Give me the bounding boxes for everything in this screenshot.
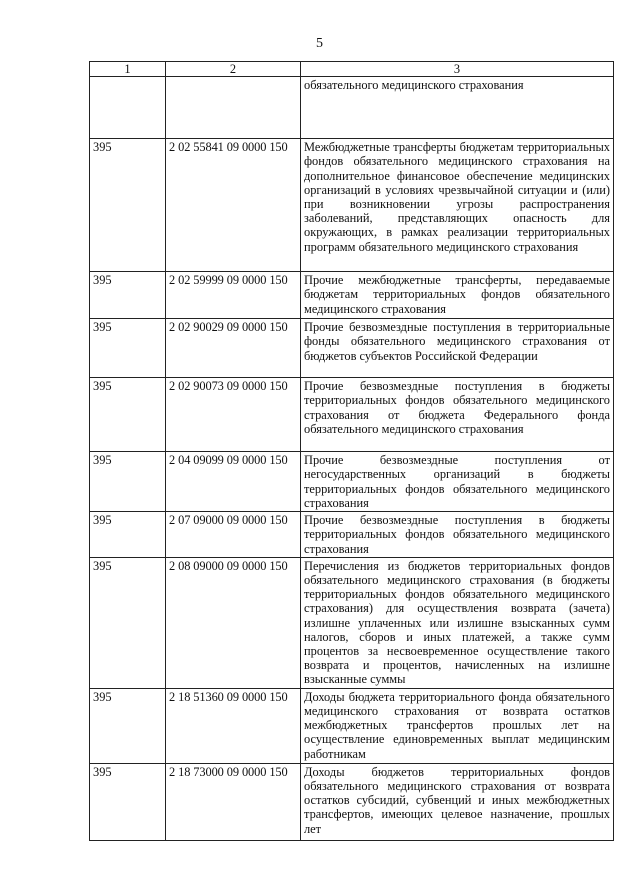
table-row xyxy=(90,139,614,272)
table-row xyxy=(90,452,614,512)
revenue-codes-table xyxy=(89,61,614,841)
table-row xyxy=(90,272,614,319)
table-row xyxy=(90,319,614,378)
budget-code-cell: 2 02 90073 09 0000 150 xyxy=(166,378,301,452)
description-cell: Доходы бюджетов территориальных фондов обязательного медицинского страхования от возврата остатков субсидий, субвенций и иных межбюджетных трансфертов, имеющих целевое назначение, прошлых лет xyxy=(301,763,614,840)
description-cell: Прочие безвозмездные поступления от негосударственных организаций в бюджеты территориальных фондов обязательного медицинского страхования xyxy=(301,452,614,512)
description-cell: обязательного медицинского страхования xyxy=(301,77,614,139)
admin-code-cell: 395 xyxy=(90,139,166,272)
description-cell: Прочие межбюджетные трансферты, передаваемые бюджетам территориальных фондов обязательного медицинского страхования xyxy=(301,272,614,319)
table-row xyxy=(90,512,614,558)
admin-code-cell: 395 xyxy=(90,512,166,558)
admin-code-cell xyxy=(90,77,166,139)
table-row xyxy=(90,688,614,763)
column-header-1: 1 xyxy=(90,62,166,77)
admin-code-cell: 395 xyxy=(90,272,166,319)
description-cell: Межбюджетные трансферты бюджетам территориальных фондов обязательного медицинского страхования на дополнительное финансовое обеспечение медицинских организаций в условиях чрезвычайной ситуации и (или) при возникновении угрозы распространения заболеваний, представляющих опасность для окружающих, в рамках реализации территориальных программ обязательного медицинского страхования xyxy=(301,139,614,272)
admin-code-cell: 395 xyxy=(90,319,166,378)
budget-code-cell: 2 04 09099 09 0000 150 xyxy=(166,452,301,512)
table-header-row xyxy=(90,62,614,77)
description-cell: Прочие безвозмездные поступления в территориальные фонды обязательного медицинского страхования от бюджетов субъектов Российской Федерации xyxy=(301,319,614,378)
table-row xyxy=(90,557,614,688)
budget-code-cell: 2 18 73000 09 0000 150 xyxy=(166,763,301,840)
budget-code-cell: 2 02 90029 09 0000 150 xyxy=(166,319,301,378)
description-cell: Доходы бюджета территориального фонда обязательного медицинского страхования от возврата остатков межбюджетных трансфертов прошлых лет на осуществление единовременных выплат медицинским работникам xyxy=(301,688,614,763)
budget-code-cell: 2 18 51360 09 0000 150 xyxy=(166,688,301,763)
budget-code-cell: 2 02 59999 09 0000 150 xyxy=(166,272,301,319)
table-row xyxy=(90,77,614,139)
table-row xyxy=(90,763,614,840)
budget-code-cell xyxy=(166,77,301,139)
description-cell: Прочие безвозмездные поступления в бюджеты территориальных фондов обязательного медицинского страхования xyxy=(301,512,614,558)
budget-code-cell: 2 07 09000 09 0000 150 xyxy=(166,512,301,558)
admin-code-cell: 395 xyxy=(90,557,166,688)
page-number: 5 xyxy=(316,36,323,51)
column-header-3: 3 xyxy=(301,62,614,77)
admin-code-cell: 395 xyxy=(90,688,166,763)
admin-code-cell: 395 xyxy=(90,763,166,840)
description-cell: Перечисления из бюджетов территориальных фондов обязательного медицинского страхования (в бюджеты территориальных фондов обязательного медицинского страхования) для осуществления возврата (зачета) излишне уплаченных или излишне взысканных сумм налогов, сборов и иных платежей, а также сумм процентов за несвоевременное осуществление такого возврата и процентов, начисленных на излишне взысканные суммы xyxy=(301,557,614,688)
column-header-2: 2 xyxy=(166,62,301,77)
budget-code-cell: 2 08 09000 09 0000 150 xyxy=(166,557,301,688)
admin-code-cell: 395 xyxy=(90,452,166,512)
budget-code-cell: 2 02 55841 09 0000 150 xyxy=(166,139,301,272)
description-cell: Прочие безвозмездные поступления в бюджеты территориальных фондов обязательного медицинского страхования от бюджета Федерального фонда обязательного медицинского страхования xyxy=(301,378,614,452)
admin-code-cell: 395 xyxy=(90,378,166,452)
table-row xyxy=(90,378,614,452)
